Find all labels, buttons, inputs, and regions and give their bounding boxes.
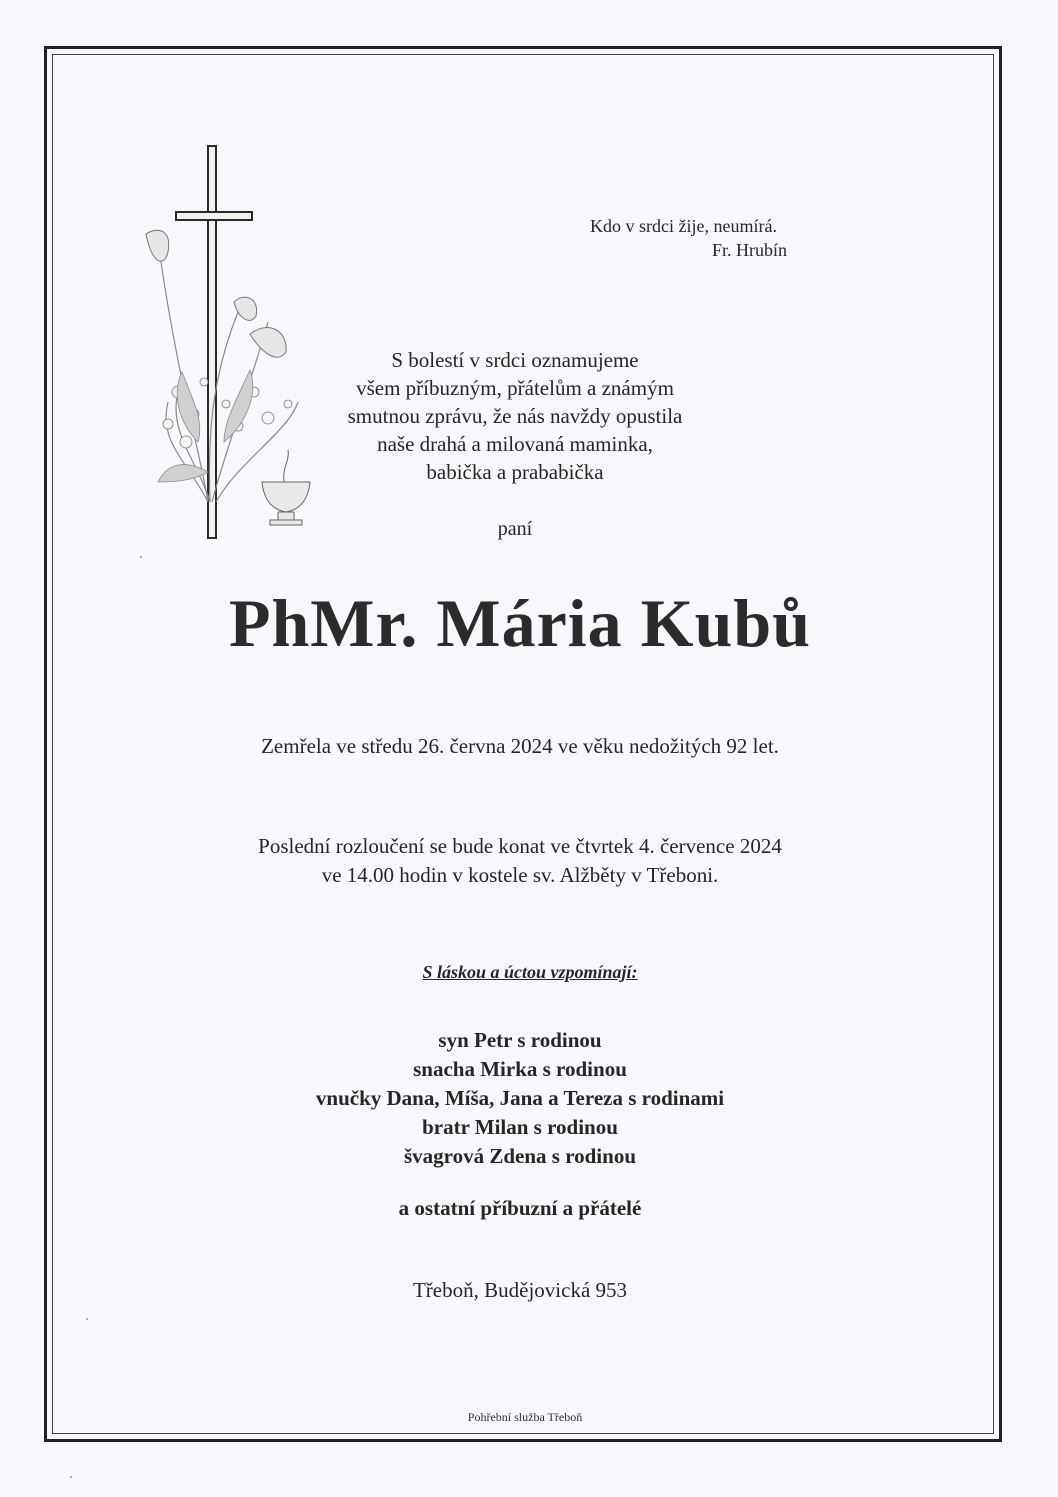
scan-speck [70, 1476, 72, 1478]
motto-author: Fr. Hrubín [712, 240, 788, 260]
announcement-line: naše drahá a milovaná maminka, [377, 432, 653, 456]
announcement-line: babička a prababička [426, 460, 604, 484]
address: Třeboň, Budějovická 953 [412, 1278, 628, 1302]
mourner-item: švagrová Zdena s rodinou [403, 1144, 637, 1168]
salutation: paní [497, 518, 533, 540]
farewell-line: ve 14.00 hodin v kostele sv. Alžběty v Třeboni. [321, 863, 719, 887]
mourner-item: syn Petr s rodinou [438, 1028, 602, 1052]
announcement-line: všem příbuzným, přátelům a známým [356, 376, 674, 400]
mourner-item: snacha Mirka s rodinou [413, 1057, 627, 1081]
announcement-line: S bolestí v srdci oznamujeme [391, 348, 639, 372]
farewell-info [120, 832, 920, 890]
funeral-service-footer: Pohřební služba Třeboň [467, 1410, 583, 1424]
mourner-item: bratr Milan s rodinou [422, 1115, 618, 1139]
death-notice: Zemřela ve středu 26. června 2024 ve věku nedožitých 92 let. [261, 734, 779, 758]
scan-speck [86, 1318, 88, 1320]
announcement [260, 346, 770, 486]
mourner-item: vnučky Dana, Míša, Jana a Tereza s rodinami [315, 1086, 725, 1110]
motto [560, 214, 820, 262]
motto-quote: Kdo v srdci žije, neumírá. [590, 216, 777, 236]
announcement-line: smutnou zprávu, že nás navždy opustila [347, 404, 683, 428]
deceased-name: PhMr. Mária Kubů [228, 585, 812, 661]
other-mourners: a ostatní příbuzní a přátelé [398, 1196, 642, 1220]
farewell-line: Poslední rozloučení se bude konat ve čtvrtek 4. července 2024 [258, 834, 782, 858]
mourners-list [160, 1026, 880, 1171]
remembrance-heading: S láskou a úctou vzpomínají: [422, 962, 638, 982]
scan-speck [140, 556, 142, 558]
